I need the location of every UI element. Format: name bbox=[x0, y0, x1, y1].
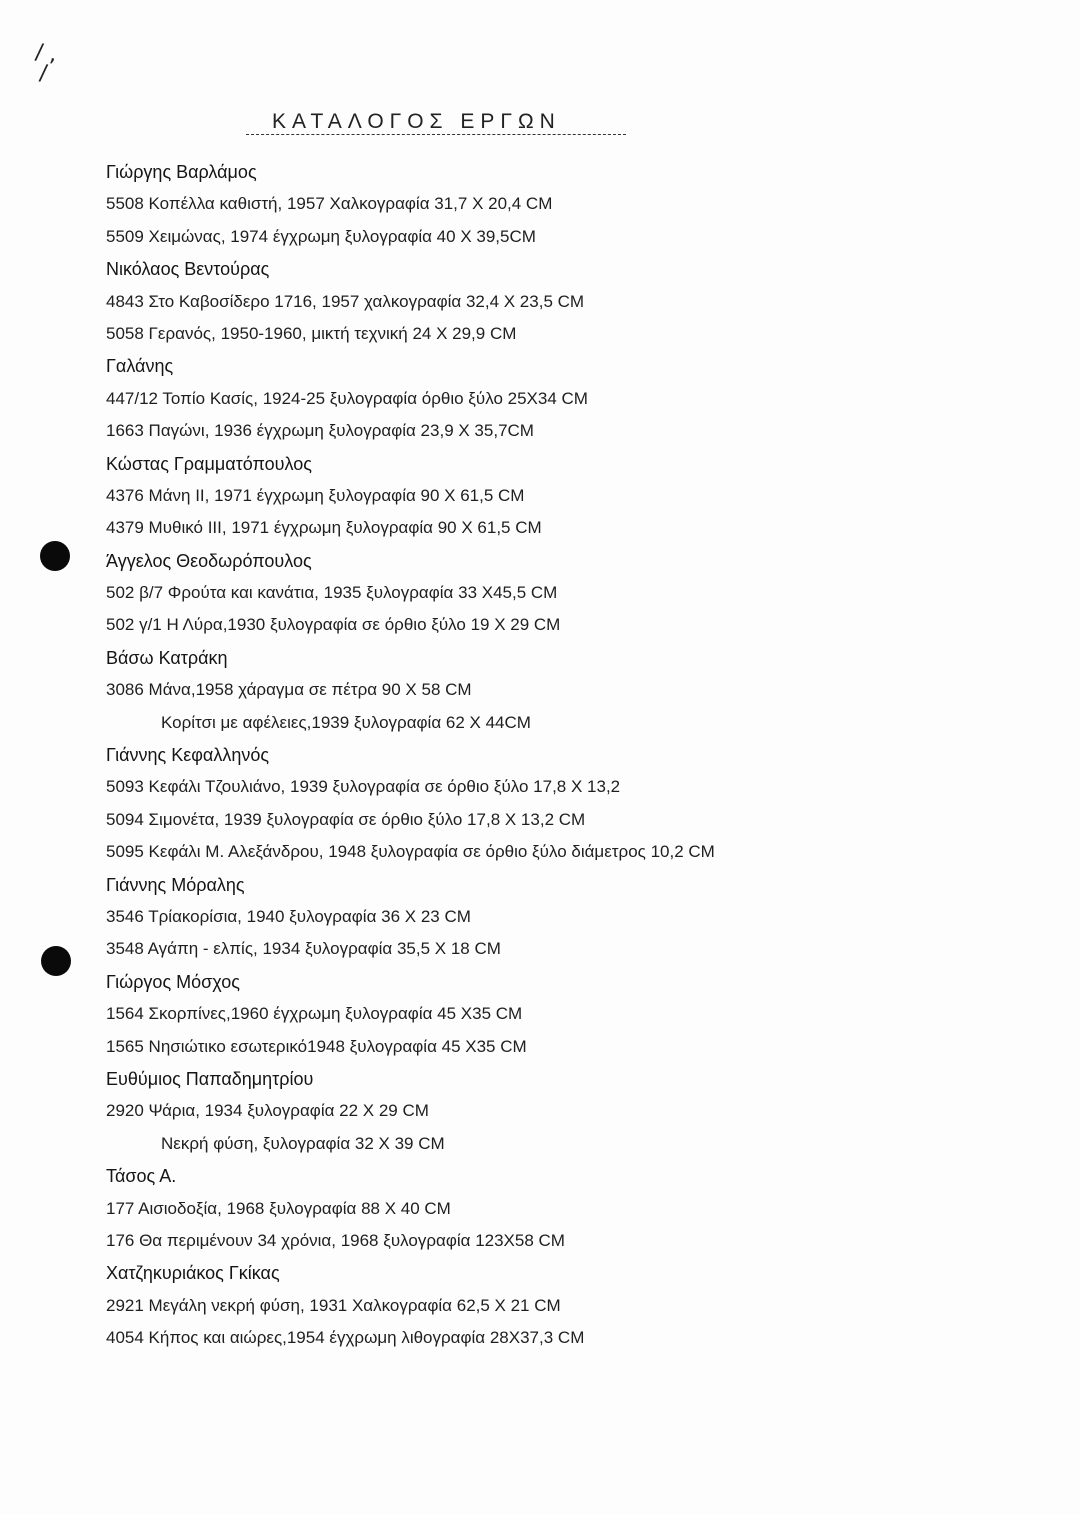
artwork-entry: 176 Θα περιμένουν 34 χρόνια, 1968 ξυλογραφία 123Χ58 CM bbox=[106, 1230, 565, 1250]
artwork-entry: 177 Αισιοδοξία, 1968 ξυλογραφία 88 Χ 40 CM bbox=[106, 1198, 451, 1218]
artwork-entry: 1564 Σκορπίνες,1960 έγχρωμη ξυλογραφία 45 Χ35 CM bbox=[106, 1004, 523, 1024]
pen-mark: / , / bbox=[31, 39, 59, 87]
artwork-entry: 5093 Κεφάλι Τζουλιάνο, 1939 ξυλογραφία σε όρθιο ξύλο 17,8 Χ 13,2 bbox=[106, 777, 621, 797]
artist-name: Γιώργης Βαρλάμος bbox=[106, 162, 257, 182]
punch-hole-top bbox=[40, 541, 70, 571]
artist-name: Νικόλαος Βεντούρας bbox=[106, 259, 270, 280]
artist-name: Κώστας Γραμματόπουλος bbox=[106, 453, 312, 474]
artist-name: Γιώργος Μόσχος bbox=[106, 971, 240, 992]
artist-name: Γαλάνης bbox=[106, 356, 174, 377]
artist-name: Ευθύμιος Παπαδημητρίου bbox=[106, 1068, 314, 1089]
artist-name: Χατζηκυριάκος Γκίκας bbox=[106, 1263, 280, 1284]
artwork-entry: 502 β/7 Φρούτα και κανάτια, 1935 ξυλογραφία 33 Χ45,5 CM bbox=[106, 583, 558, 603]
title-underline bbox=[246, 134, 626, 135]
artwork-entry: 5095 Κεφάλι Μ. Αλεξάνδρου, 1948 ξυλογραφία σε όρθιο ξύλο διάμετρος 10,2 CM bbox=[106, 842, 715, 862]
page-title: ΚΑΤΑΛΟΓΟΣ ΕΡΓΩΝ bbox=[272, 110, 561, 133]
artwork-entry: 1663 Παγώνι, 1936 έγχρωμη ξυλογραφία 23,9 Χ 35,7CM bbox=[106, 421, 534, 441]
artwork-entry: 3546 Τρίακορίσια, 1940 ξυλογραφία 36 Χ 23 CM bbox=[106, 906, 471, 926]
punch-hole-bottom bbox=[41, 946, 71, 976]
artwork-entry: 4054 Κήπος και αιώρες,1954 έγχρωμη λιθογραφία 28Χ37,3 CM bbox=[106, 1328, 585, 1348]
artwork-entry: 4376 Μάνη ΙΙ, 1971 έγχρωμη ξυλογραφία 90 Χ 61,5 CM bbox=[106, 485, 525, 505]
catalogue-list bbox=[106, 156, 1056, 1354]
artwork-entry: 4843 Στο Καβοσίδερο 1716, 1957 χαλκογραφία 32,4 Χ 23,5 CM bbox=[106, 291, 585, 311]
artwork-entry: 5094 Σιμονέτα, 1939 ξυλογραφία σε όρθιο ξύλο 17,8 Χ 13,2 CM bbox=[106, 809, 586, 829]
artwork-entry: 2920 Ψάρια, 1934 ξυλογραφία 22 Χ 29 CM bbox=[106, 1101, 429, 1121]
artist-name: Γιάννης Μόραλης bbox=[106, 874, 245, 895]
artwork-entry: 2921 Μεγάλη νεκρή φύση, 1931 Χαλκογραφία 62,5 Χ 21 CM bbox=[106, 1295, 561, 1315]
artwork-entry: Κορίτσι με αφέλειες,1939 ξυλογραφία 62 Χ 44CM bbox=[161, 712, 531, 732]
artist-name: Τάσος Α. bbox=[106, 1166, 177, 1187]
artwork-entry: 502 γ/1 Η Λύρα,1930 ξυλογραφία σε όρθιο ξύλο 19 Χ 29 CM bbox=[106, 615, 561, 635]
artist-name: Άγγελος Θεοδωρόπουλος bbox=[106, 550, 312, 571]
artwork-entry: 3086 Μάνα,1958 χάραγμα σε πέτρα 90 Χ 58 CM bbox=[106, 680, 472, 700]
artwork-entry: 447/12 Τοπίο Κασίς, 1924-25 ξυλογραφία όρθιο ξύλο 25Χ34 CM bbox=[106, 388, 588, 408]
artwork-entry: 4379 Μυθικό ΙΙΙ, 1971 έγχρωμη ξυλογραφία 90 Χ 61,5 CM bbox=[106, 518, 542, 538]
artwork-entry: Νεκρή φύση, ξυλογραφία 32 Χ 39 CM bbox=[161, 1133, 445, 1153]
artwork-entry: 5058 Γερανός, 1950-1960, μικτή τεχνική 24 Χ 29,9 CM bbox=[106, 323, 517, 343]
artwork-entry: 1565 Νησιώτικο εσωτερικό1948 ξυλογραφία 45 Χ35 CM bbox=[106, 1036, 527, 1056]
artwork-entry: 5509 Χειμώνας, 1974 έγχρωμη ξυλογραφία 40 Χ 39,5CM bbox=[106, 226, 536, 246]
artist-name: Γιάννης Κεφαλληνός bbox=[106, 745, 270, 766]
artwork-entry: 3548 Αγάπη - ελπίς, 1934 ξυλογραφία 35,5 Χ 18 CM bbox=[106, 939, 501, 959]
artwork-entry: 5508 Κοπέλλα καθιστή, 1957 Χαλκογραφία 31,7 Χ 20,4 CM bbox=[106, 194, 553, 214]
artist-name: Βάσω Κατράκη bbox=[106, 647, 228, 668]
